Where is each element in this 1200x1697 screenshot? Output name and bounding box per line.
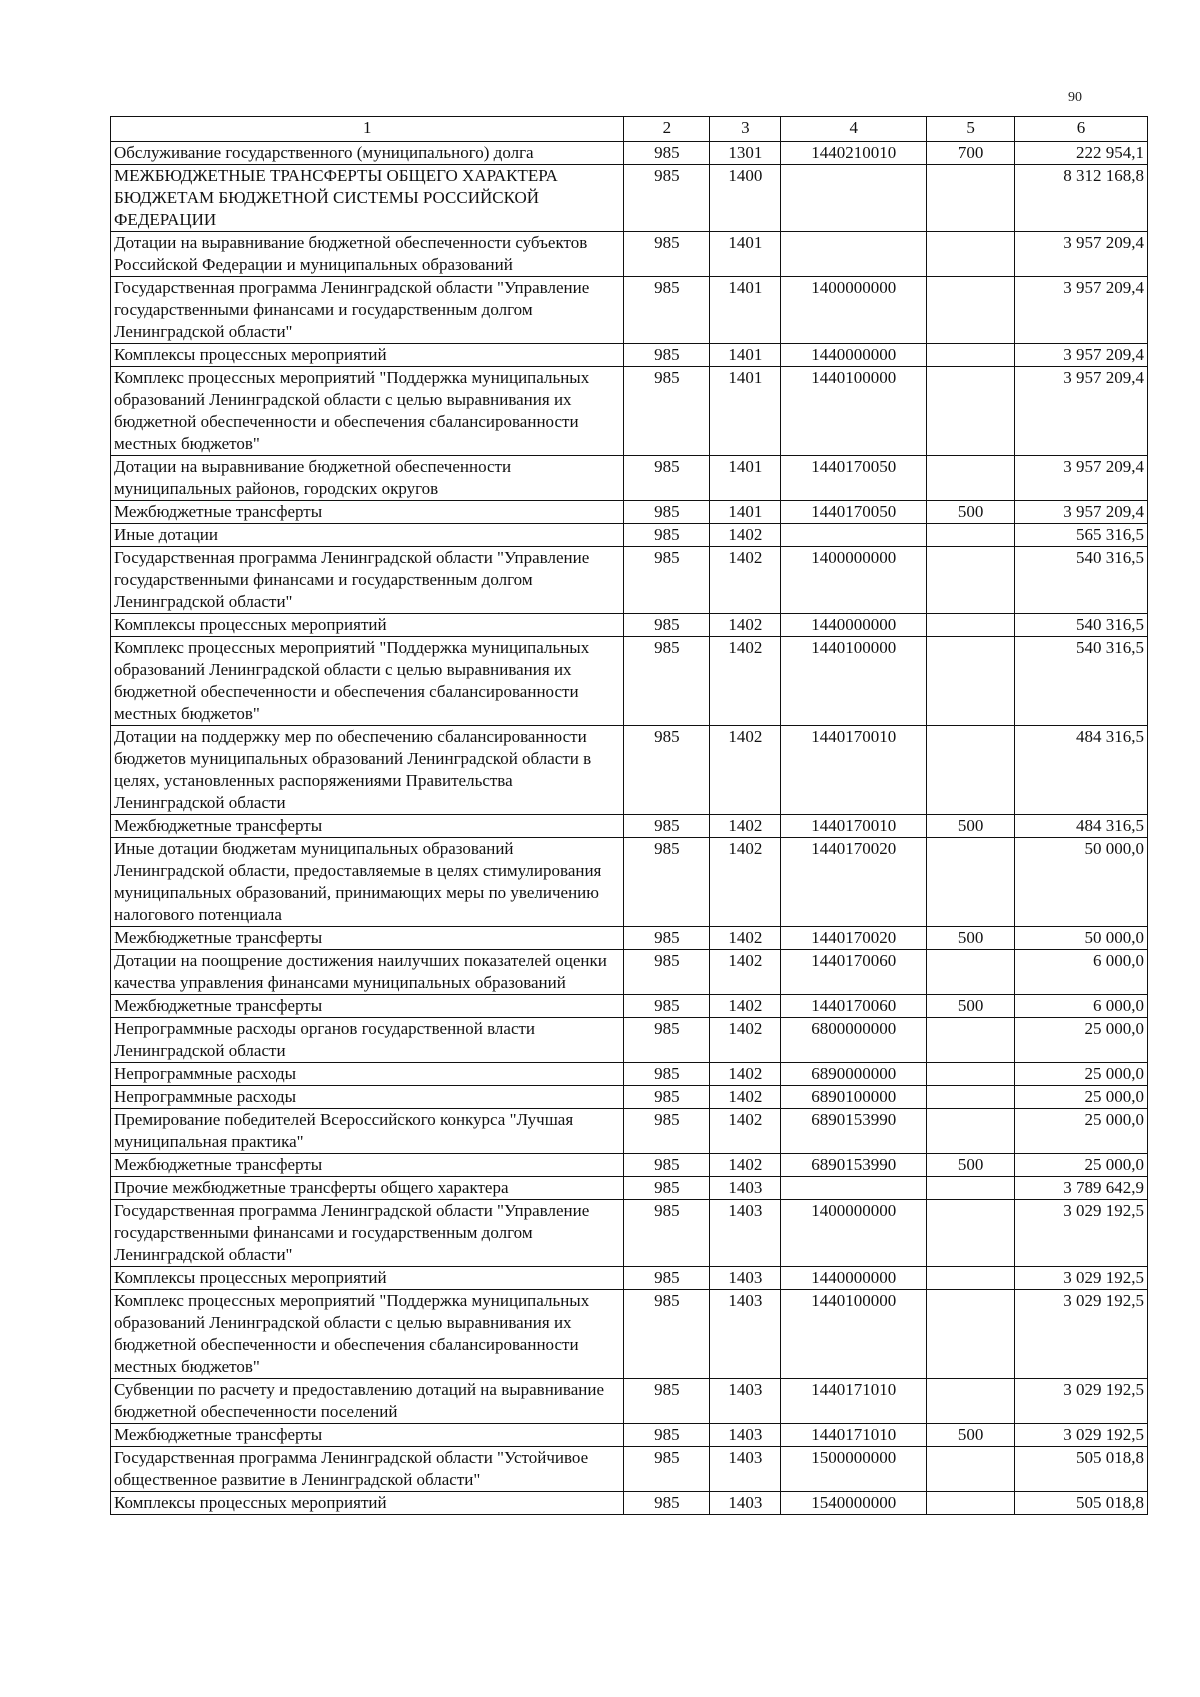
section-code-cell: 1301 (710, 142, 781, 165)
item-name-cell: Государственная программа Ленинградской области "Устойчивое общественное развитие в Ленинградской области" (111, 1447, 624, 1492)
target-article-cell: 1440170020 (781, 838, 927, 927)
table-row (111, 165, 1148, 232)
amount-cell: 484 316,5 (1015, 726, 1148, 815)
target-article-cell: 6890153990 (781, 1109, 927, 1154)
expense-type-cell (927, 165, 1015, 232)
amount-cell: 540 316,5 (1015, 547, 1148, 614)
item-name-cell: Межбюджетные трансферты (111, 1154, 624, 1177)
table-row (111, 637, 1148, 726)
item-name-cell: Дотации на выравнивание бюджетной обеспеченности субъектов Российской Федерации и муниципальных образований (111, 232, 624, 277)
section-code-cell: 1402 (710, 838, 781, 927)
table-row (111, 1379, 1148, 1424)
amount-cell: 3 957 209,4 (1015, 456, 1148, 501)
ministry-code-cell: 985 (624, 501, 710, 524)
item-name-cell: Дотации на поддержку мер по обеспечению сбалансированности бюджетов муниципальных образований Ленинградской области в целях, установленных распоряжениями Правительства Ленинградской области (111, 726, 624, 815)
table-row (111, 456, 1148, 501)
item-name-cell: Межбюджетные трансферты (111, 815, 624, 838)
amount-cell: 25 000,0 (1015, 1109, 1148, 1154)
table-row (111, 1086, 1148, 1109)
item-name-cell: Комплексы процессных мероприятий (111, 1492, 624, 1515)
section-code-cell: 1400 (710, 165, 781, 232)
amount-cell: 25 000,0 (1015, 1063, 1148, 1086)
target-article-cell: 1440000000 (781, 614, 927, 637)
section-code-cell: 1402 (710, 637, 781, 726)
table-row (111, 995, 1148, 1018)
section-code-cell: 1402 (710, 1109, 781, 1154)
item-name-cell: Межбюджетные трансферты (111, 501, 624, 524)
expense-type-cell (927, 1200, 1015, 1267)
ministry-code-cell: 985 (624, 1200, 710, 1267)
ministry-code-cell: 985 (624, 815, 710, 838)
section-code-cell: 1402 (710, 815, 781, 838)
ministry-code-cell: 985 (624, 277, 710, 344)
section-code-cell: 1403 (710, 1447, 781, 1492)
expense-type-cell (927, 1492, 1015, 1515)
expense-type-cell (927, 1379, 1015, 1424)
expense-type-cell (927, 277, 1015, 344)
table-row (111, 1267, 1148, 1290)
table-row (111, 1018, 1148, 1063)
expense-type-cell: 500 (927, 995, 1015, 1018)
target-article-cell: 1440170010 (781, 726, 927, 815)
expense-type-cell (927, 838, 1015, 927)
table-row (111, 1177, 1148, 1200)
amount-cell: 25 000,0 (1015, 1154, 1148, 1177)
expense-type-cell (927, 1290, 1015, 1379)
target-article-cell: 1440170020 (781, 927, 927, 950)
section-code-cell: 1402 (710, 524, 781, 547)
expense-type-cell (927, 367, 1015, 456)
target-article-cell: 1440210010 (781, 142, 927, 165)
amount-cell: 6 000,0 (1015, 950, 1148, 995)
budget-table (110, 116, 1148, 1515)
ministry-code-cell: 985 (624, 1063, 710, 1086)
item-name-cell: Комплексы процессных мероприятий (111, 614, 624, 637)
section-code-cell: 1403 (710, 1424, 781, 1447)
table-row (111, 927, 1148, 950)
ministry-code-cell: 985 (624, 1379, 710, 1424)
page-number: 90 (1068, 90, 1082, 105)
ministry-code-cell: 985 (624, 524, 710, 547)
amount-cell: 50 000,0 (1015, 838, 1148, 927)
table-row (111, 726, 1148, 815)
ministry-code-cell: 985 (624, 1447, 710, 1492)
ministry-code-cell: 985 (624, 165, 710, 232)
table-row (111, 547, 1148, 614)
expense-type-cell (927, 524, 1015, 547)
ministry-code-cell: 985 (624, 614, 710, 637)
ministry-code-cell: 985 (624, 637, 710, 726)
ministry-code-cell: 985 (624, 344, 710, 367)
ministry-code-cell: 985 (624, 1290, 710, 1379)
expense-type-cell: 500 (927, 1424, 1015, 1447)
table-row (111, 1447, 1148, 1492)
item-name-cell: Государственная программа Ленинградской области "Управление государственными финансами и государственным долгом Ленинградской области" (111, 547, 624, 614)
table-row (111, 344, 1148, 367)
amount-cell: 3 029 192,5 (1015, 1200, 1148, 1267)
item-name-cell: Комплекс процессных мероприятий "Поддержка муниципальных образований Ленинградской области с целью выравнивания их бюджетной обеспеченности и обеспечения сбалансированности местных бюджетов" (111, 637, 624, 726)
ministry-code-cell: 985 (624, 1154, 710, 1177)
amount-cell: 3 789 642,9 (1015, 1177, 1148, 1200)
target-article-cell: 1440100000 (781, 367, 927, 456)
target-article-cell: 6800000000 (781, 1018, 927, 1063)
ministry-code-cell: 985 (624, 995, 710, 1018)
expense-type-cell (927, 232, 1015, 277)
item-name-cell: Комплекс процессных мероприятий "Поддержка муниципальных образований Ленинградской области с целью выравнивания их бюджетной обеспеченности и обеспечения сбалансированности местных бюджетов" (111, 367, 624, 456)
section-code-cell: 1403 (710, 1267, 781, 1290)
target-article-cell: 1440171010 (781, 1424, 927, 1447)
column-header-1: 1 (111, 117, 624, 142)
expense-type-cell (927, 456, 1015, 501)
target-article-cell: 1440000000 (781, 1267, 927, 1290)
ministry-code-cell: 985 (624, 547, 710, 614)
ministry-code-cell: 985 (624, 142, 710, 165)
table-row (111, 815, 1148, 838)
ministry-code-cell: 985 (624, 1086, 710, 1109)
item-name-cell: Межбюджетные трансферты (111, 995, 624, 1018)
section-code-cell: 1402 (710, 995, 781, 1018)
ministry-code-cell: 985 (624, 232, 710, 277)
target-article-cell: 1440170050 (781, 501, 927, 524)
expense-type-cell (927, 950, 1015, 995)
section-code-cell: 1401 (710, 344, 781, 367)
amount-cell: 565 316,5 (1015, 524, 1148, 547)
ministry-code-cell: 985 (624, 1018, 710, 1063)
ministry-code-cell: 985 (624, 950, 710, 995)
expense-type-cell: 500 (927, 815, 1015, 838)
section-code-cell: 1403 (710, 1290, 781, 1379)
expense-type-cell (927, 726, 1015, 815)
target-article-cell: 1440170060 (781, 995, 927, 1018)
item-name-cell: Комплексы процессных мероприятий (111, 344, 624, 367)
target-article-cell: 6890153990 (781, 1154, 927, 1177)
target-article-cell: 1400000000 (781, 547, 927, 614)
expense-type-cell (927, 1177, 1015, 1200)
expense-type-cell: 700 (927, 142, 1015, 165)
expense-type-cell (927, 1063, 1015, 1086)
ministry-code-cell: 985 (624, 367, 710, 456)
item-name-cell: Иные дотации бюджетам муниципальных образований Ленинградской области, предоставляемые в целях стимулирования муниципальных образований, принимающих меры по увеличению налогового потенциала (111, 838, 624, 927)
table-row (111, 277, 1148, 344)
table-row (111, 1290, 1148, 1379)
section-code-cell: 1402 (710, 614, 781, 637)
column-header-2: 2 (624, 117, 710, 142)
column-header-4: 4 (781, 117, 927, 142)
target-article-cell: 1440170060 (781, 950, 927, 995)
table-row (111, 142, 1148, 165)
amount-cell: 3 957 209,4 (1015, 277, 1148, 344)
ministry-code-cell: 985 (624, 1109, 710, 1154)
table-row (111, 614, 1148, 637)
expense-type-cell: 500 (927, 927, 1015, 950)
item-name-cell: Иные дотации (111, 524, 624, 547)
amount-cell: 8 312 168,8 (1015, 165, 1148, 232)
target-article-cell: 6890000000 (781, 1063, 927, 1086)
table-row (111, 1154, 1148, 1177)
table-row (111, 232, 1148, 277)
item-name-cell: Государственная программа Ленинградской области "Управление государственными финансами и государственным долгом Ленинградской области" (111, 1200, 624, 1267)
amount-cell: 505 018,8 (1015, 1492, 1148, 1515)
section-code-cell: 1401 (710, 232, 781, 277)
expense-type-cell (927, 614, 1015, 637)
item-name-cell: Непрограммные расходы (111, 1086, 624, 1109)
amount-cell: 3 957 209,4 (1015, 232, 1148, 277)
item-name-cell: Комплекс процессных мероприятий "Поддержка муниципальных образований Ленинградской области с целью выравнивания их бюджетной обеспеченности и обеспечения сбалансированности местных бюджетов" (111, 1290, 624, 1379)
section-code-cell: 1401 (710, 277, 781, 344)
target-article-cell: 1440100000 (781, 637, 927, 726)
section-code-cell: 1402 (710, 1018, 781, 1063)
item-name-cell: Прочие межбюджетные трансферты общего характера (111, 1177, 624, 1200)
amount-cell: 25 000,0 (1015, 1018, 1148, 1063)
table-row (111, 501, 1148, 524)
amount-cell: 3 957 209,4 (1015, 367, 1148, 456)
section-code-cell: 1403 (710, 1492, 781, 1515)
section-code-cell: 1402 (710, 1154, 781, 1177)
amount-cell: 50 000,0 (1015, 927, 1148, 950)
section-code-cell: 1403 (710, 1379, 781, 1424)
section-code-cell: 1403 (710, 1200, 781, 1267)
section-code-cell: 1401 (710, 456, 781, 501)
expense-type-cell (927, 637, 1015, 726)
table-row (111, 367, 1148, 456)
amount-cell: 540 316,5 (1015, 614, 1148, 637)
target-article-cell: 1400000000 (781, 277, 927, 344)
ministry-code-cell: 985 (624, 1424, 710, 1447)
section-code-cell: 1403 (710, 1177, 781, 1200)
table-row (111, 1200, 1148, 1267)
expense-type-cell (927, 547, 1015, 614)
target-article-cell (781, 524, 927, 547)
amount-cell: 3 029 192,5 (1015, 1424, 1148, 1447)
table-row (111, 1492, 1148, 1515)
item-name-cell: Премирование победителей Всероссийского конкурса "Лучшая муниципальная практика" (111, 1109, 624, 1154)
table-body (111, 142, 1148, 1515)
ministry-code-cell: 985 (624, 1492, 710, 1515)
section-code-cell: 1402 (710, 1086, 781, 1109)
expense-type-cell (927, 1109, 1015, 1154)
amount-cell: 484 316,5 (1015, 815, 1148, 838)
column-header-5: 5 (927, 117, 1015, 142)
target-article-cell: 6890100000 (781, 1086, 927, 1109)
section-code-cell: 1402 (710, 547, 781, 614)
ministry-code-cell: 985 (624, 1267, 710, 1290)
target-article-cell: 1440170050 (781, 456, 927, 501)
column-header-3: 3 (710, 117, 781, 142)
expense-type-cell (927, 1018, 1015, 1063)
target-article-cell: 1440171010 (781, 1379, 927, 1424)
expense-type-cell: 500 (927, 1154, 1015, 1177)
table-row (111, 950, 1148, 995)
target-article-cell: 1500000000 (781, 1447, 927, 1492)
section-code-cell: 1402 (710, 726, 781, 815)
target-article-cell: 1540000000 (781, 1492, 927, 1515)
table-row (111, 838, 1148, 927)
amount-cell: 25 000,0 (1015, 1086, 1148, 1109)
item-name-cell: МЕЖБЮДЖЕТНЫЕ ТРАНСФЕРТЫ ОБЩЕГО ХАРАКТЕРА БЮДЖЕТАМ БЮДЖЕТНОЙ СИСТЕМЫ РОССИЙСКОЙ ФЕДЕРАЦИИ (111, 165, 624, 232)
section-code-cell: 1402 (710, 927, 781, 950)
item-name-cell: Непрограммные расходы (111, 1063, 624, 1086)
item-name-cell: Межбюджетные трансферты (111, 1424, 624, 1447)
item-name-cell: Государственная программа Ленинградской области "Управление государственными финансами и государственным долгом Ленинградской области" (111, 277, 624, 344)
expense-type-cell (927, 1086, 1015, 1109)
expense-type-cell (927, 1447, 1015, 1492)
target-article-cell (781, 232, 927, 277)
amount-cell: 222 954,1 (1015, 142, 1148, 165)
item-name-cell: Межбюджетные трансферты (111, 927, 624, 950)
section-code-cell: 1401 (710, 501, 781, 524)
column-header-6: 6 (1015, 117, 1148, 142)
item-name-cell: Дотации на поощрение достижения наилучших показателей оценки качества управления финансами муниципальных образований (111, 950, 624, 995)
ministry-code-cell: 985 (624, 927, 710, 950)
expense-type-cell (927, 1267, 1015, 1290)
item-name-cell: Комплексы процессных мероприятий (111, 1267, 624, 1290)
amount-cell: 3 957 209,4 (1015, 501, 1148, 524)
amount-cell: 3 957 209,4 (1015, 344, 1148, 367)
target-article-cell (781, 1177, 927, 1200)
table-row (111, 1424, 1148, 1447)
ministry-code-cell: 985 (624, 456, 710, 501)
expense-type-cell (927, 344, 1015, 367)
target-article-cell (781, 165, 927, 232)
target-article-cell: 1440000000 (781, 344, 927, 367)
table-row (111, 524, 1148, 547)
ministry-code-cell: 985 (624, 838, 710, 927)
table-row (111, 1109, 1148, 1154)
amount-cell: 3 029 192,5 (1015, 1267, 1148, 1290)
target-article-cell: 1400000000 (781, 1200, 927, 1267)
section-code-cell: 1402 (710, 1063, 781, 1086)
amount-cell: 3 029 192,5 (1015, 1290, 1148, 1379)
amount-cell: 540 316,5 (1015, 637, 1148, 726)
item-name-cell: Непрограммные расходы органов государственной власти Ленинградской области (111, 1018, 624, 1063)
target-article-cell: 1440100000 (781, 1290, 927, 1379)
ministry-code-cell: 985 (624, 726, 710, 815)
item-name-cell: Обслуживание государственного (муниципального) долга (111, 142, 624, 165)
item-name-cell: Дотации на выравнивание бюджетной обеспеченности муниципальных районов, городских округов (111, 456, 624, 501)
amount-cell: 505 018,8 (1015, 1447, 1148, 1492)
table-row (111, 1063, 1148, 1086)
ministry-code-cell: 985 (624, 1177, 710, 1200)
expense-type-cell: 500 (927, 501, 1015, 524)
target-article-cell: 1440170010 (781, 815, 927, 838)
item-name-cell: Субвенции по расчету и предоставлению дотаций на выравнивание бюджетной обеспеченности поселений (111, 1379, 624, 1424)
table-header-row (111, 117, 1148, 142)
section-code-cell: 1402 (710, 950, 781, 995)
section-code-cell: 1401 (710, 367, 781, 456)
amount-cell: 3 029 192,5 (1015, 1379, 1148, 1424)
amount-cell: 6 000,0 (1015, 995, 1148, 1018)
